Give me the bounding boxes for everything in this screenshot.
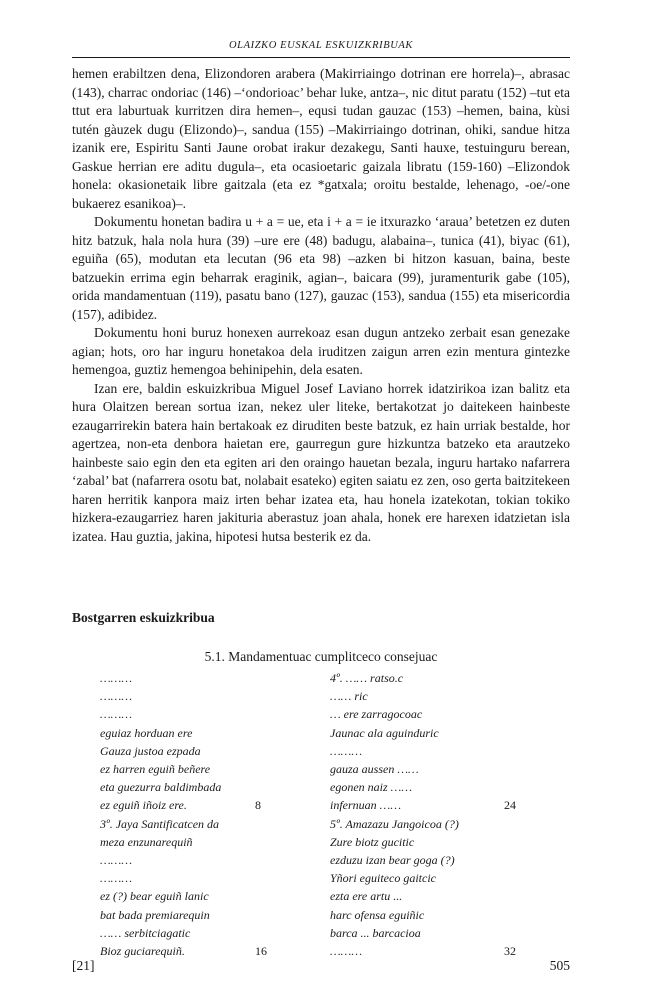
verse-text: ……… xyxy=(100,671,133,685)
verse-line xyxy=(330,942,530,960)
verse-text: meza enzunarequiñ xyxy=(100,834,193,849)
verse-number: 24 xyxy=(504,798,516,813)
verse-text: ……… xyxy=(100,853,133,868)
verse-line xyxy=(100,906,290,924)
verse-number: 16 xyxy=(255,944,267,959)
verse-line xyxy=(330,815,530,833)
verse-line xyxy=(330,851,530,869)
verse-text: gauza aussen …… xyxy=(330,762,419,777)
verse-text: 4º. …… ratso.c xyxy=(330,671,404,685)
verse-text: Jaunac ala aguinduric xyxy=(330,725,439,740)
footer-section-number: [21] xyxy=(72,958,95,973)
verse-line xyxy=(330,778,530,796)
page-number: 505 xyxy=(549,958,570,973)
verse-line xyxy=(330,742,530,760)
verse-line xyxy=(100,760,290,778)
verse-text: Zure biotz gucitic xyxy=(330,834,415,849)
verse-text: ……… xyxy=(100,707,133,722)
verse-text: eta guezurra baldimbada xyxy=(100,780,222,795)
poem-column-right xyxy=(330,669,530,960)
paragraph: Izan ere, baldin eskuizkribua Miguel Josef Laviano horrek idatzirikoa izan balitz eta hura Olaitzen berean sortua izan, nekez uler liteke, bertakotzat jo daitekeen hainbeste ezaugarrirekin batera hain bertakoak ez diruditen beste batzuk, ez hain urriak bestalde, hor agertzea, non-eta denbora haietan ere, gaurregun gure hizkuntza batzeko eta arautzeko hainbeste saio egin den eta egiten ari den oraingo hauetan bezala, inguru hartako nafarrera ‘zabal’ bat (nafarrera osotu bat, nolabait esateko) egiten saiatu ez zen, oso gerta baitzitekeen haren herritik kanpora maiz irten behar izatea eta, hau honela izatekotan, tokian tokiko hizkera-ezaugarriez haren jakituria aberastuz joan ahala, honek ere harexen idatzietan isla izatea. Hau guztia, jakina, hipotesi hutsa besterik ez da. xyxy=(72,380,570,544)
verse-text: barca ... barcacioa xyxy=(330,925,421,940)
verse-line xyxy=(330,833,530,851)
verse-line xyxy=(100,669,290,687)
verse-text: bat bada premiarequin xyxy=(100,907,210,922)
verse-line xyxy=(100,924,290,942)
verse-text: ……… xyxy=(330,944,363,959)
verse-line xyxy=(100,942,290,960)
verse-text: ez eguiñ iñoiz ere. xyxy=(100,798,187,813)
section-title: Bostgarren eskuizkribua xyxy=(72,610,215,625)
verse-text: eguiaz horduan ere xyxy=(100,725,193,740)
verse-line xyxy=(100,687,290,705)
verse-line xyxy=(330,887,530,905)
verse-line xyxy=(330,796,530,814)
verse-line xyxy=(330,724,530,742)
verse-text: ez (?) bear eguiñ lanic xyxy=(100,889,209,904)
verse-line xyxy=(100,887,290,905)
verse-line xyxy=(100,815,290,833)
verse-line xyxy=(100,742,290,760)
verse-text: Bioz guciarequiñ. xyxy=(100,944,185,959)
verse-text: …… ric xyxy=(330,689,368,704)
verse-line xyxy=(330,869,530,887)
verse-line xyxy=(330,760,530,778)
verse-text: ezduzu izan bear goga (?) xyxy=(330,853,455,868)
verse-line xyxy=(100,705,290,723)
paragraph: hemen erabiltzen dena, Elizondoren arabera (Makirriaingo dotrinan ere horrela)–, abrasac (143), charrac ondoriac (146) –‘ondorioac’ behar luke, antza–, nic ditut paratu (152) –tut eta ttut era laburtuak kurritzen dira hemen–, equsi tudan gauzac (153) –hemen, baina, kùsi tutén gàuzek dugu (Elizondo)–, sandua (155) –Makirriaingo dotrinan, ohiki, sandue hitza izanik ere, Espiritu Santi Jaune orobat irakur dezakegu, Santi hauxe, testuinguru berean, Gaskue herrian ere aditu dugula–, eta ocasioetaric gaizala libratu (159-160) –Elizondok honela: okasionetaik libre gaitzala (eta ez *gatxala; oroitu bestalde, lehenago, -oe/-one bukaerez esanikoa)–. xyxy=(72,66,570,211)
header-rule xyxy=(72,57,570,58)
verse-line xyxy=(330,705,530,723)
verse-line xyxy=(100,851,290,869)
verse-text: ez harren eguiñ beñere xyxy=(100,762,211,777)
verse-line xyxy=(100,833,290,851)
verse-text: 5º. Amazazu Jangoicoa (?) xyxy=(330,816,459,831)
verse-text: Yñori eguiteco gaitcic xyxy=(330,871,436,886)
verse-text: ……… xyxy=(100,871,133,886)
poem-column-left xyxy=(100,669,290,960)
verse-line xyxy=(330,906,530,924)
paragraph: Dokumentu honi buruz honexen aurrekoaz esan dugun antzeko zerbait esan genezake agian; hots, oro har inguru honetakoa dela iruditzen zaigun arren ezin mentura gintezke hemengoa, guztiz hemengoa behinipehin, dela esaten. xyxy=(72,325,570,377)
verse-number: 32 xyxy=(504,944,516,959)
subsection-title: 5.1. Mandamentuac cumplitceco consejuac xyxy=(204,649,438,664)
verse-text: ……… xyxy=(330,743,363,758)
body-text xyxy=(72,65,570,546)
verse-line xyxy=(330,924,530,942)
verse-line xyxy=(100,796,290,814)
verse-text: harc ofensa eguiñic xyxy=(330,907,425,922)
verse-text: 3º. Jaya Santificatcen da xyxy=(100,816,220,831)
verse-text: infernuan …… xyxy=(330,798,402,813)
verse-line xyxy=(100,869,290,887)
verse-line xyxy=(330,687,530,705)
verse-line xyxy=(330,669,530,687)
verse-text: ezta ere artu ... xyxy=(330,889,403,904)
verse-text: … ere zarragocoac xyxy=(330,707,423,722)
verse-text: egonen naiz …… xyxy=(330,780,412,795)
running-header: OLAIZKO EUSKAL ESKUIZKRIBUAK xyxy=(228,40,414,51)
verse-text: Gauza justoa ezpada xyxy=(100,743,201,758)
verse-line xyxy=(100,724,290,742)
verse-number: 8 xyxy=(255,798,261,813)
paragraph: Dokumentu honetan badira u + a = ue, eta i + a = ie itxurazko ‘araua’ betetzen ez duten hitz batzuk, hala nola hura (39) –ure ere (48) badugu, alabaina–, tunica (41), biyac (61), eguiña (65), modutan eta lecutan (96 eta 98) –azken bi hitzon kasuan, baina, beste batzuekin errima egin beharrak eraginik, agian–, baicara (99), juramenturik gabe (105), orida mandamentuan (119), pasatu bano (127), gauzac (153), sandua (155) eta misericordia (157), adibidez. xyxy=(72,214,570,322)
verse-line xyxy=(100,778,290,796)
verse-text: ……… xyxy=(100,689,133,704)
verse-text: …… serbitciagatic xyxy=(100,925,191,940)
